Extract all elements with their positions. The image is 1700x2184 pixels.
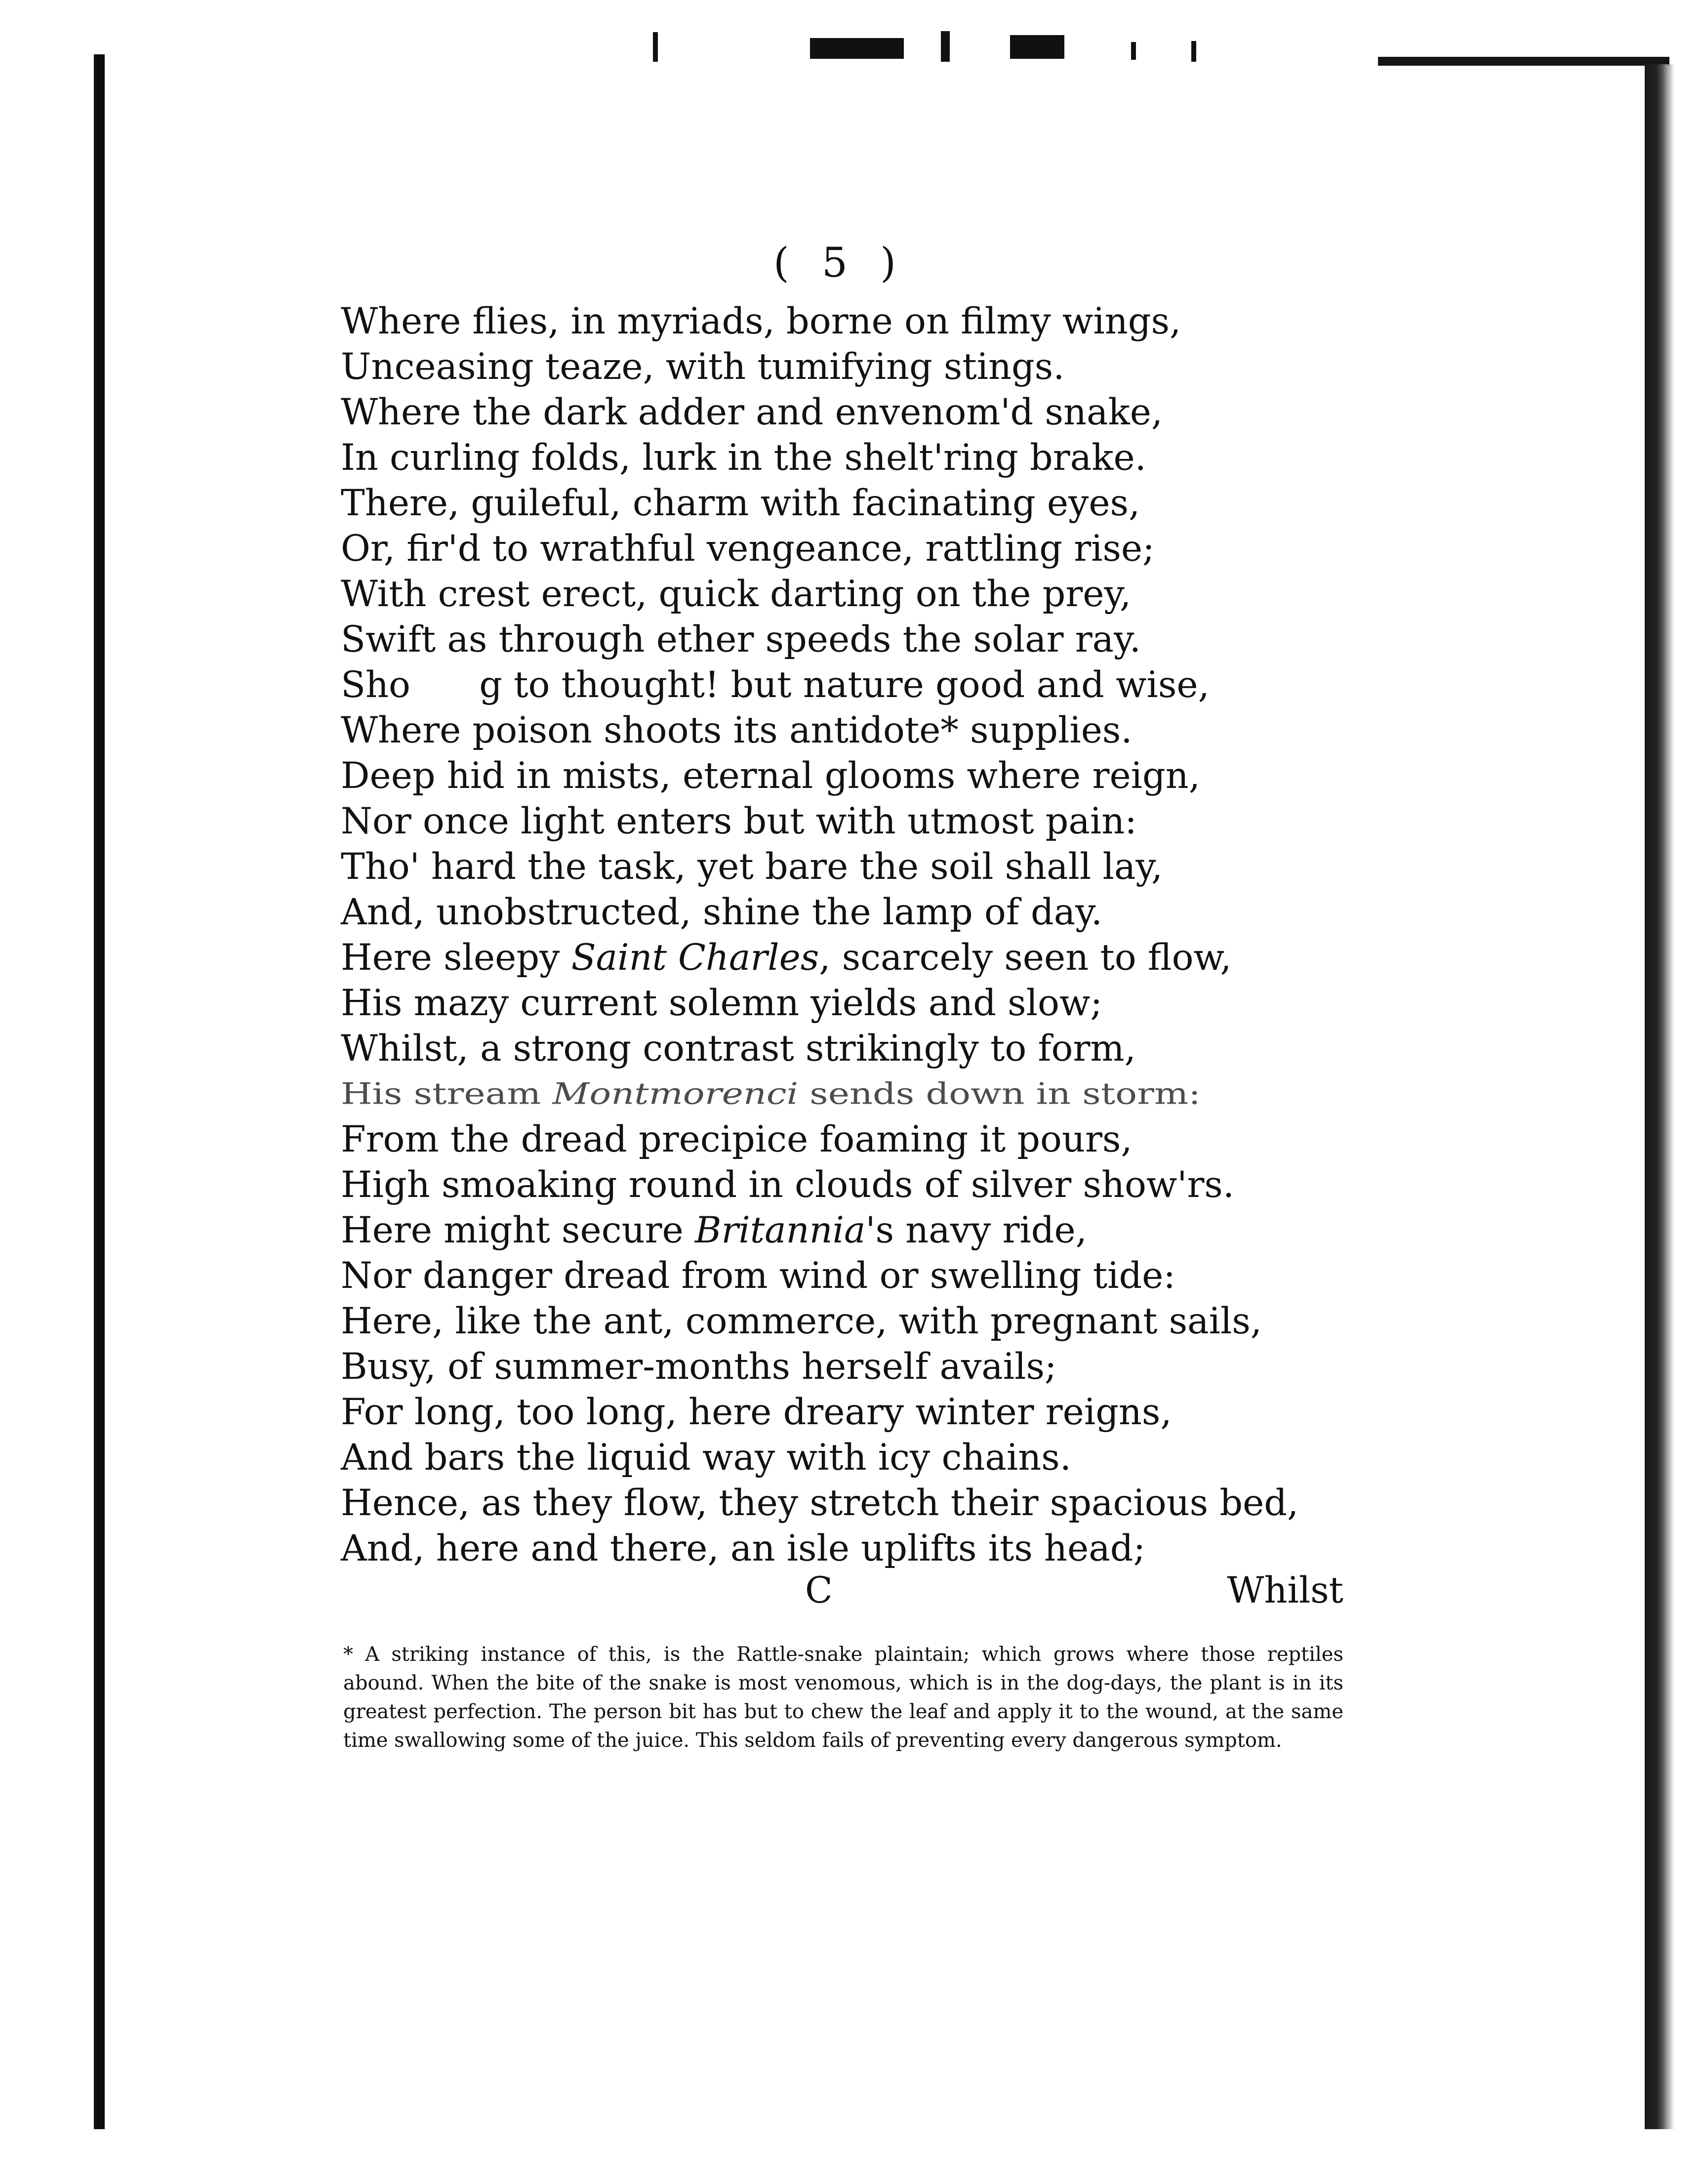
poem-line: Where poison shoots its antidote* supplies. <box>341 709 1133 751</box>
poem-line-text: Here might secure <box>341 1209 695 1251</box>
poem-line-text: , scarcely seen to flow, <box>819 937 1232 979</box>
poem-line: For long, too long, here dreary winter reigns, <box>341 1391 1172 1433</box>
poem-line: Nor once light enters but with utmost pain: <box>341 800 1137 842</box>
poem-line: Where the dark adder and envenom'd snake, <box>341 391 1163 433</box>
poem-line <box>341 1075 1516 1113</box>
poem-line: Busy, of summer-months herself avails; <box>341 1346 1057 1388</box>
poem-line: And, here and there, an isle uplifts its head; <box>341 1527 1146 1569</box>
poem-line-italic: Saint Charles <box>571 937 819 979</box>
poem-line-text: sends down in storm: <box>798 1076 1201 1112</box>
poem-line: Unceasing teaze, with tumifying stings. <box>341 346 1065 388</box>
poem-line: In curling folds, lurk in the shelt'ring brake. <box>341 437 1146 479</box>
poem-line <box>341 1208 1516 1253</box>
poem-line: With crest erect, quick darting on the prey, <box>341 573 1132 615</box>
page-number: ( 5 ) <box>773 240 906 287</box>
poem-line-italic: Montmorenci <box>552 1076 799 1112</box>
poem-text <box>341 299 1516 1571</box>
footnote: * A striking instance of this, is the Rattle-snake plaintain; which grows where those reptiles abound. When the bite of the snake is most venomous, which is in the dog-days, the plant is in its greatest perfection. The person bit has but to chew the leaf and apply it to the wound, at the same time swallowing some of the juice. This seldom fails of preventing every dangerous symptom. <box>343 1643 1343 1752</box>
poem-line-text: Here sleepy <box>341 937 571 979</box>
poem-line: Where flies, in myriads, borne on filmy wings, <box>341 300 1181 342</box>
poem-line: Here, like the ant, commerce, with pregnant sails, <box>341 1300 1262 1342</box>
poem-line: High smoaking round in clouds of silver show'rs. <box>341 1164 1235 1206</box>
poem-line: Deep hid in mists, eternal glooms where reign, <box>341 755 1200 797</box>
poem-line: Swift as through ether speeds the solar ray. <box>341 618 1141 660</box>
poem-line <box>341 935 1516 981</box>
poem-line-italic: Britannia <box>694 1209 866 1251</box>
poem-line: Whilst, a strong contrast strikingly to form, <box>341 1028 1136 1070</box>
poem-line: From the dread precipice foaming it pours, <box>341 1118 1133 1160</box>
poem-line: And bars the liquid way with icy chains. <box>341 1437 1071 1479</box>
catchword: Whilst <box>1227 1569 1343 1611</box>
poem-line: Sho g to thought! but nature good and wise, <box>341 664 1210 706</box>
poem-line: Tho' hard the task, yet bare the soil shall lay, <box>341 846 1163 888</box>
poem-line: And, unobstructed, shine the lamp of day. <box>341 891 1103 933</box>
poem-line: His mazy current solemn yields and slow; <box>341 982 1103 1024</box>
signature-mark: C <box>805 1569 833 1611</box>
poem-line-text: 's navy ride, <box>865 1209 1087 1251</box>
scan-top-marks <box>642 27 1210 67</box>
page-foot-row <box>341 1566 1343 1615</box>
poem-line: Nor danger dread from wind or swelling tide: <box>341 1255 1175 1297</box>
scan-top-right-edge <box>1378 57 1669 66</box>
scan-right-edge <box>1645 64 1674 2129</box>
poem-line: Or, fir'd to wrathful vengeance, rattling rise; <box>341 528 1155 570</box>
poem-line: Hence, as they flow, they stretch their spacious bed, <box>341 1482 1299 1524</box>
poem-line-text: His stream <box>341 1076 553 1112</box>
scan-left-edge <box>94 54 105 2129</box>
poem-line: There, guileful, charm with facinating eyes, <box>341 482 1140 524</box>
